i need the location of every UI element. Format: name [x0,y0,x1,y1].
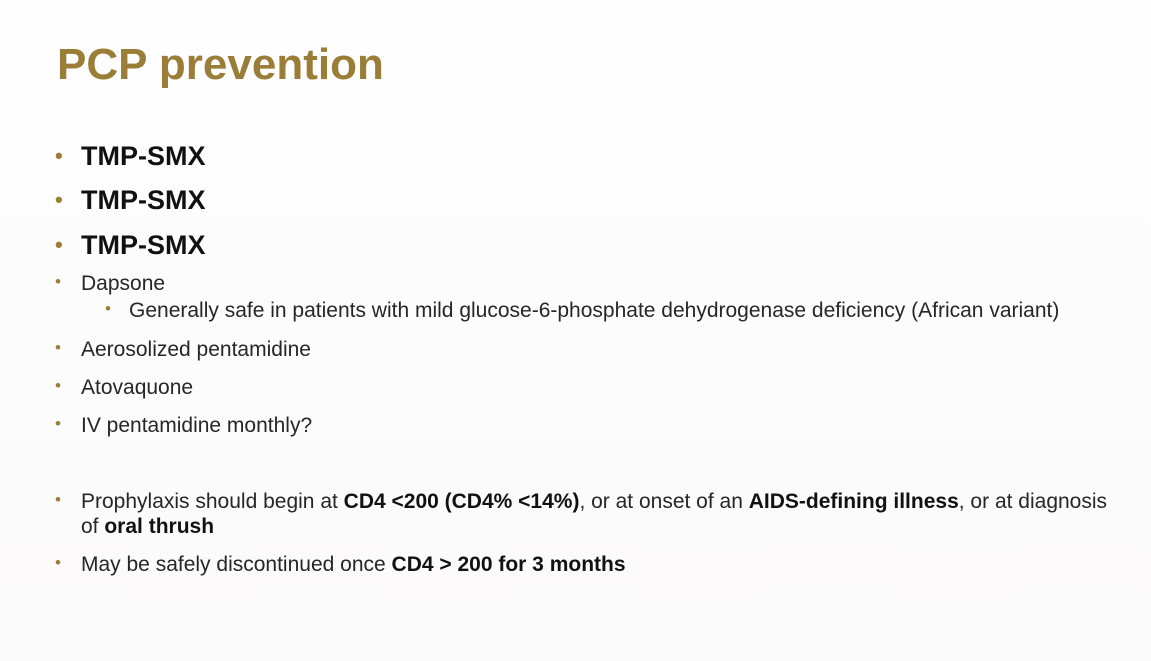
text-run: , or at diagnosis of [81,490,1108,539]
spacer [55,451,1125,489]
emphasis-cd4-duration: CD4 > 200 for 3 months [391,553,626,577]
bullet-icon: • [55,375,61,395]
bullet-icon: • [55,413,61,433]
item-text: TMP-SMX [81,141,206,171]
bullet-icon: • [55,231,63,257]
list-item-tmp-smx-2 [55,184,1125,216]
emphasis-oral-thrush: oral thrush [104,515,215,539]
bullet-list [55,140,1125,591]
text-run: , or at onset of an [579,490,749,514]
list-item-tmp-smx-3 [55,229,1125,261]
item-text [81,490,1107,538]
list-item-prophylaxis [55,489,1125,539]
bullet-icon: • [55,337,61,357]
bullet-icon: • [55,187,63,213]
text-run: May be safely discontinued once [81,553,392,577]
emphasis-aids-illness: AIDS-defining illness [748,490,959,514]
item-text: Aerosolized pentamidine [81,337,311,361]
bullet-icon: • [55,143,63,168]
list-item-tmp-smx-1 [55,140,1125,172]
slide-title: PCP prevention [57,40,384,89]
bullet-icon: • [105,299,111,319]
list-item-iv-pentamidine [55,413,1125,438]
item-text [81,553,626,576]
emphasis-cd4-threshold: CD4 <200 (CD4% <14%) [343,490,580,514]
sub-item-g6pd [105,298,1125,323]
bullet-icon: • [55,553,61,573]
item-text: Generally safe in patients with mild glucose-6-phosphate dehydrogenase deficiency (African variant) [129,299,1060,323]
list-item-atovaquone [55,375,1125,400]
list-item-dapsone [55,271,1125,296]
bullet-icon: • [55,490,61,510]
item-text: TMP-SMX [81,229,206,260]
item-text: Dapsone [81,272,166,296]
text-run: Prophylaxis should begin at [81,490,344,514]
item-text: TMP-SMX [81,185,206,216]
item-text: Atovaquone [81,375,194,399]
list-item-aerosolized-pentamidine [55,337,1125,362]
bullet-icon: • [55,272,61,292]
item-text: IV pentamidine monthly? [81,413,313,437]
list-item-discontinue [55,552,1125,577]
